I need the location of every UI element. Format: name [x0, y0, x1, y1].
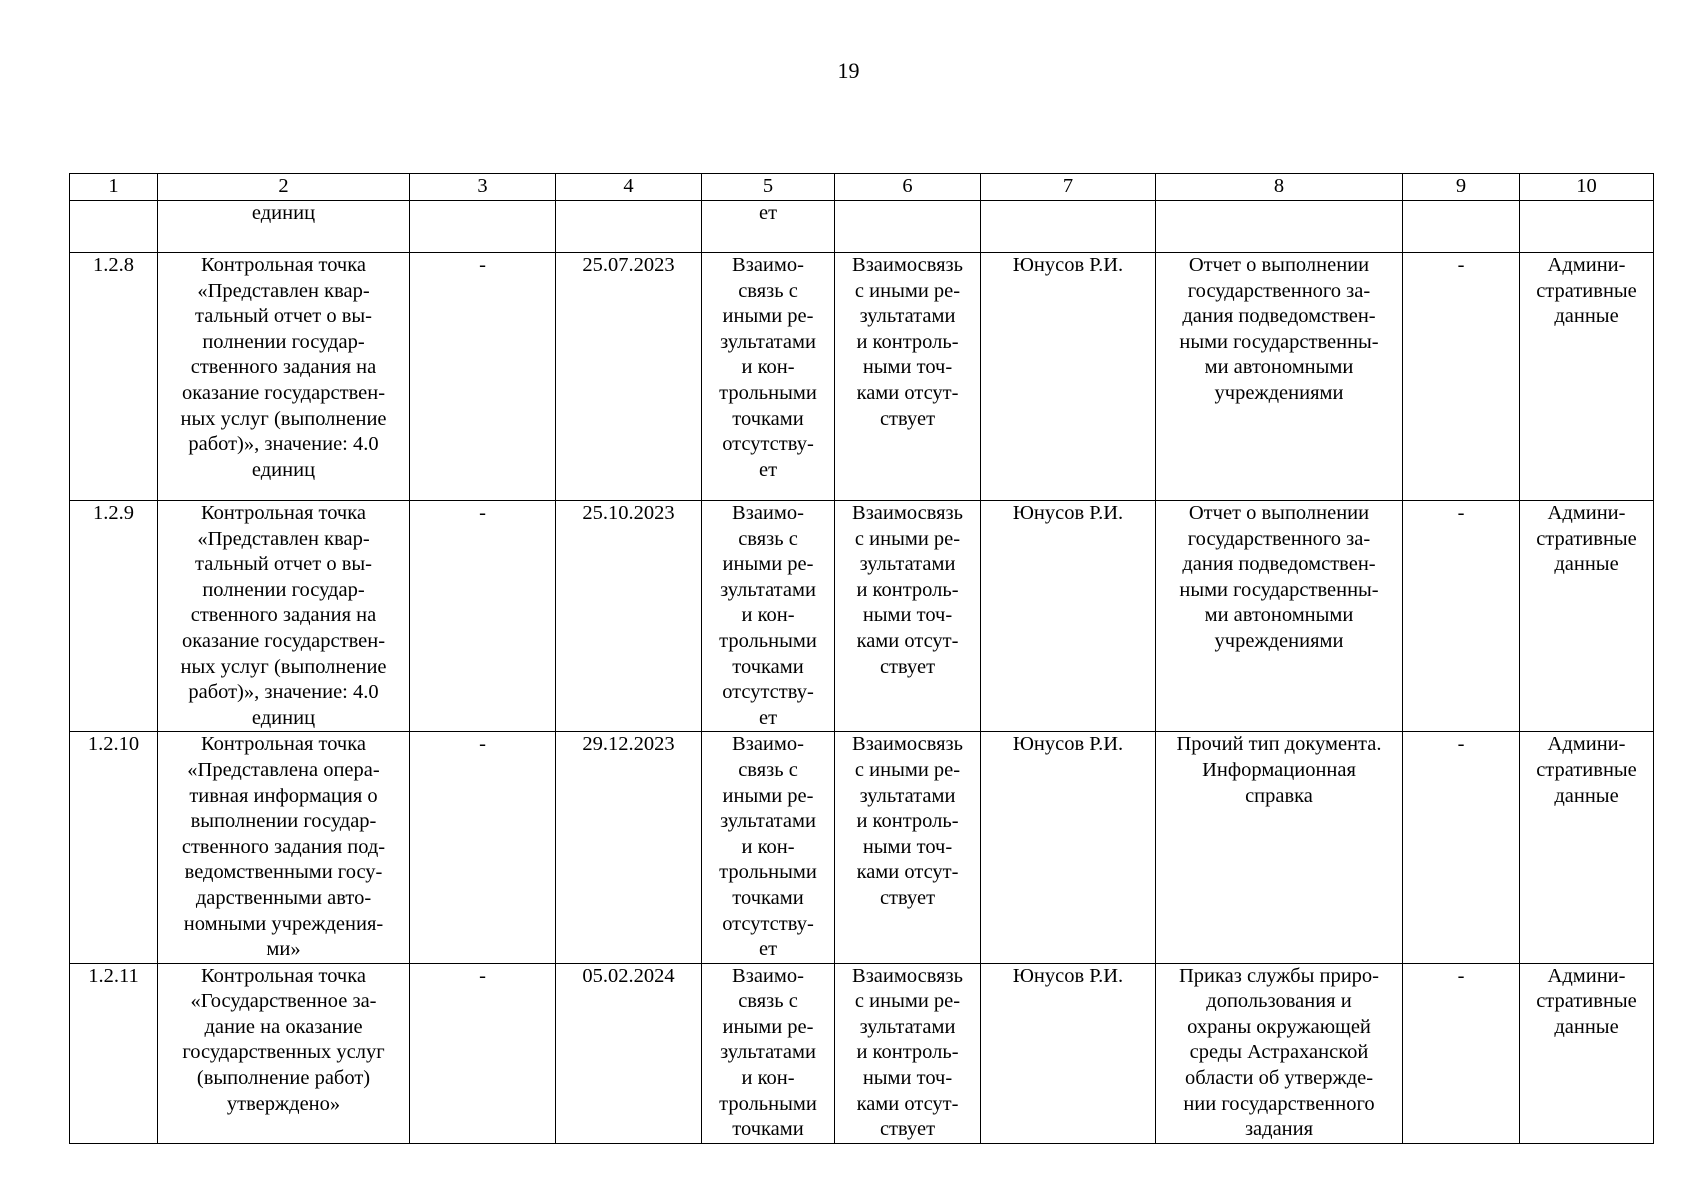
- cell-date: 25.10.2023: [556, 501, 702, 732]
- column-header-3: 3: [410, 174, 556, 201]
- cell-relation: Взаимо- связь с иными ре- зультатами и кон- трольными точками отсутству- ет: [702, 501, 835, 732]
- cell-relation: Взаимо- связь с иными ре- зультатами и кон- трольными точками отсутству- ет: [702, 732, 835, 963]
- cell-col3: -: [410, 963, 556, 1143]
- cell-source: Админи- стративные данные: [1520, 253, 1654, 501]
- cell-number: 1.2.9: [70, 501, 158, 732]
- cell-responsible: Юнусов Р.И.: [981, 501, 1156, 732]
- header-row: [70, 174, 1654, 201]
- cell-relation-alt: Взаимосвязь с иными ре- зультатами и контроль- ными точ- ками отсут- ствует: [835, 253, 981, 501]
- column-header-7: 7: [981, 174, 1156, 201]
- cell-number: 1.2.8: [70, 253, 158, 501]
- cell-number: 1.2.11: [70, 963, 158, 1143]
- table-row: [70, 253, 1654, 501]
- cell-date: 29.12.2023: [556, 732, 702, 963]
- column-header-2: 2: [158, 174, 410, 201]
- column-header-9: 9: [1403, 174, 1520, 201]
- cell-col3: -: [410, 501, 556, 732]
- table-row: [70, 963, 1654, 1143]
- cell-relation-alt: [835, 201, 981, 253]
- cell-relation-alt: Взаимосвязь с иными ре- зультатами и контроль- ными точ- ками отсут- ствует: [835, 501, 981, 732]
- cell-description: Контрольная точка «Представлена опера- тивная информация о выполнении государ- ственного задания под- ведомственными госу- дарственными авто- номными учреждения- ми»: [158, 732, 410, 963]
- cell-source: Админи- стративные данные: [1520, 732, 1654, 963]
- cell-col3: -: [410, 253, 556, 501]
- cell-col9: -: [1403, 253, 1520, 501]
- cell-document: Отчет о выполнении государственного за- дания подведомствен- ными государственны- ми автономными учреждениями: [1156, 253, 1403, 501]
- cell-relation-alt: Взаимосвязь с иными ре- зультатами и контроль- ными точ- ками отсут- ствует: [835, 963, 981, 1143]
- cell-description: Контрольная точка «Представлен квар- тальный отчет о вы- полнении государ- ственного задания на оказание государствен- ных услуг (выполнение работ)», значение: 4.0 единиц: [158, 253, 410, 501]
- column-header-1: 1: [70, 174, 158, 201]
- table-row-continuation: [70, 201, 1654, 253]
- cell-date: 25.07.2023: [556, 253, 702, 501]
- cell-source: Админи- стративные данные: [1520, 501, 1654, 732]
- table-row: [70, 732, 1654, 963]
- cell-responsible: [981, 201, 1156, 253]
- column-header-8: 8: [1156, 174, 1403, 201]
- cell-col9: -: [1403, 501, 1520, 732]
- column-header-4: 4: [556, 174, 702, 201]
- cell-col3: -: [410, 732, 556, 963]
- cell-col9: [1403, 201, 1520, 253]
- cell-col9: -: [1403, 732, 1520, 963]
- cell-relation: ет: [702, 201, 835, 253]
- cell-description: единиц: [158, 201, 410, 253]
- cell-number: 1.2.10: [70, 732, 158, 963]
- column-header-10: 10: [1520, 174, 1654, 201]
- cell-responsible: Юнусов Р.И.: [981, 732, 1156, 963]
- cell-number: [70, 201, 158, 253]
- cell-relation-alt: Взаимосвязь с иными ре- зультатами и контроль- ными точ- ками отсут- ствует: [835, 732, 981, 963]
- cell-document: Прочий тип документа. Информационная справка: [1156, 732, 1403, 963]
- control-points-table: [69, 173, 1654, 1144]
- cell-relation: Взаимо- связь с иными ре- зультатами и кон- трольными точками отсутству- ет: [702, 253, 835, 501]
- cell-col3: [410, 201, 556, 253]
- cell-document: Отчет о выполнении государственного за- дания подведомствен- ными государственны- ми автономными учреждениями: [1156, 501, 1403, 732]
- cell-description: Контрольная точка «Государственное за- дание на оказание государственных услуг (выполнение работ) утверждено»: [158, 963, 410, 1143]
- table-row: [70, 501, 1654, 732]
- cell-responsible: Юнусов Р.И.: [981, 253, 1156, 501]
- page-number: 19: [837, 58, 860, 83]
- cell-document: Приказ службы приро- допользования и охраны окружающей среды Астраханской области об утвержде- нии государственного задания: [1156, 963, 1403, 1143]
- cell-relation: Взаимо- связь с иными ре- зультатами и кон- трольными точками: [702, 963, 835, 1143]
- cell-source: [1520, 201, 1654, 253]
- column-header-5: 5: [702, 174, 835, 201]
- cell-document: [1156, 201, 1403, 253]
- cell-source: Админи- стративные данные: [1520, 963, 1654, 1143]
- cell-date: [556, 201, 702, 253]
- cell-col9: -: [1403, 963, 1520, 1143]
- cell-responsible: Юнусов Р.И.: [981, 963, 1156, 1143]
- cell-description: Контрольная точка «Представлен квар- тальный отчет о вы- полнении государ- ственного задания на оказание государствен- ных услуг (выполнение работ)», значение: 4.0 единиц: [158, 501, 410, 732]
- column-header-6: 6: [835, 174, 981, 201]
- cell-date: 05.02.2024: [556, 963, 702, 1143]
